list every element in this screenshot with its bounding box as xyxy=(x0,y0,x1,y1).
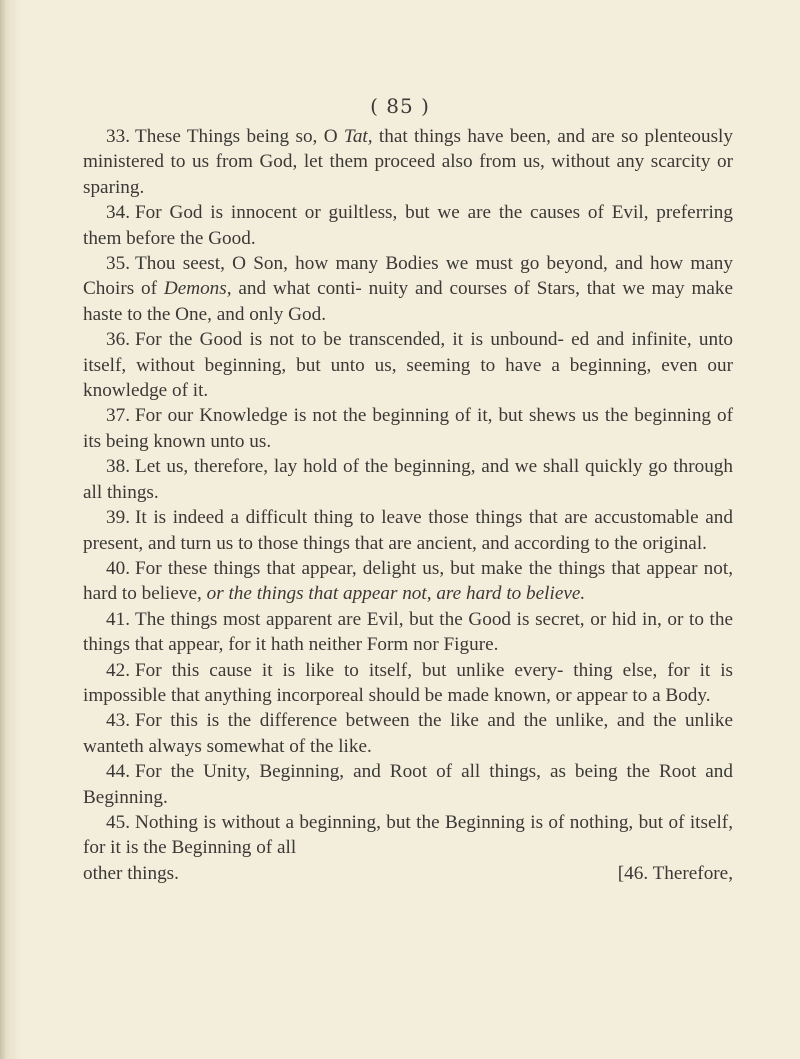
paragraph xyxy=(83,200,733,251)
paragraph-number: 36. xyxy=(106,329,131,351)
catchword: [46. Therefore, xyxy=(617,862,733,884)
paragraph-number: 33. xyxy=(106,126,131,147)
last-line xyxy=(83,861,733,886)
paragraph xyxy=(83,454,733,505)
paragraph xyxy=(83,505,733,556)
paragraph-text: Nothing is without a beginning, but the Beginning is of nothing, but of itself, for it is the Beginning of all xyxy=(83,811,733,859)
paragraph-text: that things have been, and are so plenteously ministered to us from God, let them proceed also from us, without any scarcity or sparing. xyxy=(83,126,733,198)
paragraph-number: 35. xyxy=(106,253,131,275)
paragraph xyxy=(83,556,733,607)
paragraph-text: For our Knowledge is not the beginning of it, but shews us the beginning of its being known unto us. xyxy=(83,405,733,452)
italic-text: Demons, xyxy=(163,278,232,300)
paragraph-text: The things most apparent are Evil, but the Good is secret, or hid in, or to the things that appear, for it hath neither Form nor Figure. xyxy=(83,608,733,656)
paragraph-text: other things. xyxy=(83,862,179,884)
page-number: ( 85 ) xyxy=(370,94,430,118)
page-spine-shadow xyxy=(0,0,6,1059)
paragraph-text: For the Good is not to be transcended, it is unbound- ed and infinite, unto itself, without beginning, but unto us, seeming to have a beginning, even our knowledge of it. xyxy=(83,329,733,402)
paragraph-text: For this cause it is like to itself, but unlike every- thing else, for it is impossible that anything incorporeal should be made known, or appear to a Body. xyxy=(83,659,733,706)
paragraph-number: 41. xyxy=(106,608,131,630)
paragraph-number: 42. xyxy=(106,659,131,681)
paragraph xyxy=(83,327,733,403)
paragraph xyxy=(83,251,733,327)
paragraph-text: Thou seest, O Son, how many Bodies we must go beyond, and how many Choirs of xyxy=(83,253,733,300)
paragraph-text: Let us, therefore, lay hold of the beginning, and we shall quickly go through all things. xyxy=(83,456,733,503)
paragraph-number: 44. xyxy=(106,761,131,783)
paragraph xyxy=(83,810,733,861)
paragraph-number: 38. xyxy=(106,456,131,478)
paragraph-number: 39. xyxy=(106,507,131,529)
paragraph-number: 34. xyxy=(106,202,131,224)
paragraph-text: For these things that appear, delight us, but make the things that appear not, hard to believe, xyxy=(83,557,733,605)
paragraph xyxy=(83,403,733,454)
paragraph xyxy=(83,124,733,200)
page-text xyxy=(83,124,733,886)
paragraph-number: 45. xyxy=(106,811,131,833)
paragraph-text: It is indeed a difficult thing to leave those things that are accustomable and present, and turn us to those things that are ancient, and according to the original. xyxy=(83,507,733,554)
italic-text: or the things that appear not, are hard to believe. xyxy=(206,583,586,605)
paragraph-number: 40. xyxy=(106,557,131,579)
paragraph xyxy=(83,759,733,810)
paragraph xyxy=(83,607,733,658)
paragraph-number: 43. xyxy=(106,710,131,732)
paragraph-text: These Things being so, O xyxy=(135,126,344,147)
paragraph-number: 37. xyxy=(106,405,131,427)
paragraph xyxy=(83,708,733,759)
paragraph-text: For this is the difference between the like and the unlike, and the unlike wanteth always somewhat of the like. xyxy=(83,710,733,757)
paragraph-text: For God is innocent or guiltless, but we are the causes of Evil, preferring them before the Good. xyxy=(83,202,733,249)
paragraph-text: and what conti- nuity and courses of Stars, that we may make haste to the One, and only God. xyxy=(83,278,733,325)
paragraph xyxy=(83,658,733,709)
italic-text: Tat, xyxy=(343,126,373,147)
paragraph-text: For the Unity, Beginning, and Root of all things, as being the Root and Beginning. xyxy=(83,761,733,808)
